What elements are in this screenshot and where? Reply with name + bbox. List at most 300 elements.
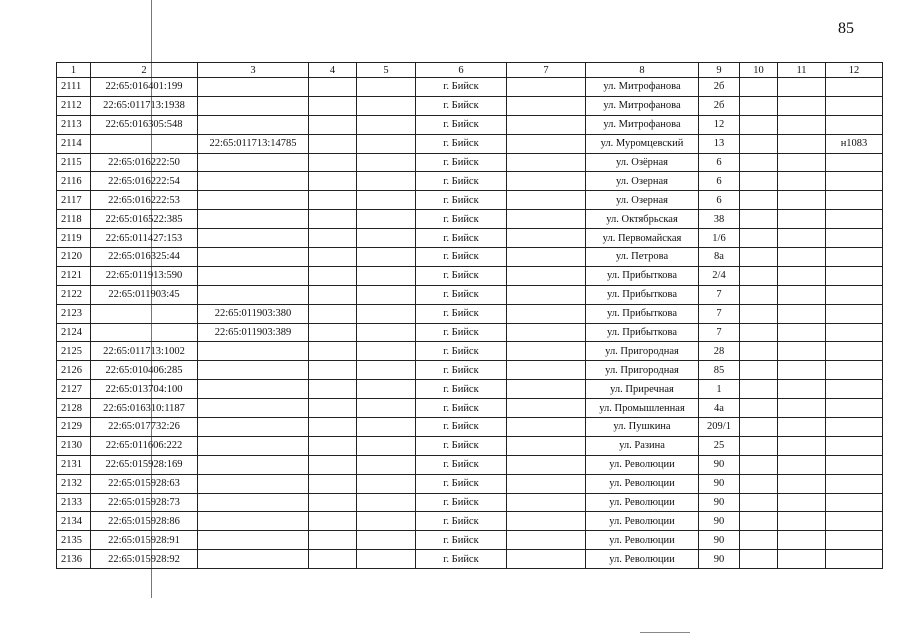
city-cell: г. Бийск: [416, 550, 507, 569]
extra-cell: [826, 248, 883, 267]
table-row: [57, 304, 883, 323]
extra-cell: [826, 399, 883, 418]
object-cadastral-number: [198, 436, 309, 455]
city-cell: г. Бийск: [416, 342, 507, 361]
cadastral-number: 22:65:016222:53: [91, 191, 198, 210]
extra-cell: [826, 78, 883, 97]
cadastral-number: 22:65:016222:50: [91, 153, 198, 172]
object-cadastral-number: [198, 531, 309, 550]
column-header: 9: [699, 63, 740, 78]
empty-cell: [507, 172, 586, 191]
empty-cell: [507, 361, 586, 380]
column-header: 2: [91, 63, 198, 78]
table-row: [57, 96, 883, 115]
house-number-cell: 6: [699, 191, 740, 210]
table-body: [57, 78, 883, 569]
empty-cell: [357, 191, 416, 210]
house-number-cell: 90: [699, 474, 740, 493]
street-cell: ул. Революции: [586, 512, 699, 531]
empty-cell: [740, 210, 778, 229]
house-number-cell: 4а: [699, 399, 740, 418]
table-row: [57, 436, 883, 455]
house-number-cell: 1/6: [699, 229, 740, 248]
city-cell: г. Бийск: [416, 323, 507, 342]
object-cadastral-number: [198, 191, 309, 210]
empty-cell: [357, 512, 416, 531]
house-number-cell: 90: [699, 531, 740, 550]
object-cadastral-number: [198, 248, 309, 267]
empty-cell: [357, 380, 416, 399]
empty-cell: [740, 455, 778, 474]
cadastral-number: 22:65:015928:73: [91, 493, 198, 512]
empty-cell: [309, 191, 357, 210]
house-number-cell: 13: [699, 134, 740, 153]
house-number-cell: 8а: [699, 248, 740, 267]
table-row: [57, 229, 883, 248]
column-header: 11: [778, 63, 826, 78]
house-number-cell: 85: [699, 361, 740, 380]
table-row: [57, 323, 883, 342]
empty-cell: [507, 134, 586, 153]
house-number-cell: 2б: [699, 78, 740, 97]
empty-cell: [740, 285, 778, 304]
table-row: [57, 78, 883, 97]
empty-cell: [778, 304, 826, 323]
row-number: 2122: [57, 285, 91, 304]
row-number: 2129: [57, 418, 91, 437]
extra-cell: [826, 512, 883, 531]
empty-cell: [357, 266, 416, 285]
empty-cell: [507, 266, 586, 285]
empty-cell: [357, 455, 416, 474]
empty-cell: [778, 96, 826, 115]
row-number: 2113: [57, 115, 91, 134]
empty-cell: [309, 380, 357, 399]
cadastral-number: 22:65:015928:63: [91, 474, 198, 493]
city-cell: г. Бийск: [416, 78, 507, 97]
object-cadastral-number: [198, 455, 309, 474]
column-header: 7: [507, 63, 586, 78]
empty-cell: [740, 248, 778, 267]
empty-cell: [778, 455, 826, 474]
extra-cell: [826, 361, 883, 380]
extra-cell: [826, 285, 883, 304]
extra-cell: [826, 172, 883, 191]
cadastral-number: 22:65:011903:45: [91, 285, 198, 304]
object-cadastral-number: [198, 115, 309, 134]
empty-cell: [357, 342, 416, 361]
row-number: 2112: [57, 96, 91, 115]
extra-cell: [826, 380, 883, 399]
column-header: 4: [309, 63, 357, 78]
row-number: 2126: [57, 361, 91, 380]
table-row: [57, 115, 883, 134]
object-cadastral-number: 22:65:011713:14785: [198, 134, 309, 153]
empty-cell: [507, 474, 586, 493]
street-cell: ул. Революции: [586, 474, 699, 493]
empty-cell: [309, 436, 357, 455]
house-number-cell: 2/4: [699, 266, 740, 285]
empty-cell: [357, 531, 416, 550]
city-cell: г. Бийск: [416, 285, 507, 304]
table-row: [57, 153, 883, 172]
footer-mark: [640, 632, 690, 633]
table-row: [57, 361, 883, 380]
street-cell: ул. Прибыткова: [586, 304, 699, 323]
extra-cell: [826, 474, 883, 493]
city-cell: г. Бийск: [416, 531, 507, 550]
city-cell: г. Бийск: [416, 248, 507, 267]
city-cell: г. Бийск: [416, 512, 507, 531]
row-number: 2124: [57, 323, 91, 342]
city-cell: г. Бийск: [416, 153, 507, 172]
street-cell: ул. Октябрьская: [586, 210, 699, 229]
extra-cell: [826, 342, 883, 361]
table-row: [57, 134, 883, 153]
empty-cell: [778, 436, 826, 455]
empty-cell: [507, 531, 586, 550]
empty-cell: [357, 474, 416, 493]
empty-cell: [357, 418, 416, 437]
city-cell: г. Бийск: [416, 96, 507, 115]
empty-cell: [507, 153, 586, 172]
street-cell: ул. Приречная: [586, 380, 699, 399]
empty-cell: [740, 436, 778, 455]
cadastral-number: 22:65:011427:153: [91, 229, 198, 248]
empty-cell: [507, 323, 586, 342]
row-number: 2111: [57, 78, 91, 97]
empty-cell: [507, 191, 586, 210]
row-number: 2114: [57, 134, 91, 153]
street-cell: ул. Пригородная: [586, 361, 699, 380]
empty-cell: [778, 323, 826, 342]
empty-cell: [357, 436, 416, 455]
extra-cell: [826, 191, 883, 210]
empty-cell: [778, 248, 826, 267]
empty-cell: [309, 229, 357, 248]
empty-cell: [778, 134, 826, 153]
empty-cell: [778, 210, 826, 229]
empty-cell: [740, 493, 778, 512]
cadastral-number: [91, 134, 198, 153]
empty-cell: [357, 550, 416, 569]
empty-cell: [507, 550, 586, 569]
city-cell: г. Бийск: [416, 266, 507, 285]
empty-cell: [357, 78, 416, 97]
empty-cell: [309, 134, 357, 153]
object-cadastral-number: [198, 399, 309, 418]
city-cell: г. Бийск: [416, 380, 507, 399]
empty-cell: [740, 380, 778, 399]
empty-cell: [778, 493, 826, 512]
empty-cell: [357, 493, 416, 512]
empty-cell: [740, 399, 778, 418]
object-cadastral-number: [198, 361, 309, 380]
empty-cell: [740, 474, 778, 493]
house-number-cell: 38: [699, 210, 740, 229]
empty-cell: [507, 96, 586, 115]
street-cell: ул. Революции: [586, 493, 699, 512]
house-number-cell: 90: [699, 455, 740, 474]
empty-cell: [507, 285, 586, 304]
house-number-cell: 6: [699, 153, 740, 172]
column-header: 3: [198, 63, 309, 78]
row-number: 2117: [57, 191, 91, 210]
registry-table: [56, 62, 883, 569]
cadastral-number: 22:65:011713:1002: [91, 342, 198, 361]
object-cadastral-number: [198, 512, 309, 531]
cadastral-number: [91, 304, 198, 323]
empty-cell: [357, 210, 416, 229]
empty-cell: [309, 418, 357, 437]
cadastral-number: 22:65:016222:54: [91, 172, 198, 191]
object-cadastral-number: [198, 418, 309, 437]
city-cell: г. Бийск: [416, 418, 507, 437]
extra-cell: [826, 323, 883, 342]
empty-cell: [309, 153, 357, 172]
empty-cell: [309, 342, 357, 361]
house-number-cell: 7: [699, 285, 740, 304]
empty-cell: [740, 115, 778, 134]
empty-cell: [740, 342, 778, 361]
house-number-cell: 90: [699, 493, 740, 512]
cadastral-number: 22:65:016305:548: [91, 115, 198, 134]
house-number-cell: 6: [699, 172, 740, 191]
page-number: 85: [838, 20, 854, 37]
empty-cell: [507, 115, 586, 134]
street-cell: ул. Пушкина: [586, 418, 699, 437]
object-cadastral-number: [198, 229, 309, 248]
table-row: [57, 172, 883, 191]
house-number-cell: 7: [699, 323, 740, 342]
empty-cell: [740, 512, 778, 531]
row-number: 2133: [57, 493, 91, 512]
empty-cell: [740, 191, 778, 210]
street-cell: ул. Прибыткова: [586, 285, 699, 304]
house-number-cell: 7: [699, 304, 740, 323]
empty-cell: [740, 266, 778, 285]
empty-cell: [309, 455, 357, 474]
empty-cell: [740, 153, 778, 172]
empty-cell: [357, 229, 416, 248]
extra-cell: [826, 266, 883, 285]
city-cell: г. Бийск: [416, 210, 507, 229]
empty-cell: [357, 248, 416, 267]
column-header: 5: [357, 63, 416, 78]
column-header: 10: [740, 63, 778, 78]
row-number: 2128: [57, 399, 91, 418]
city-cell: г. Бийск: [416, 134, 507, 153]
street-cell: ул. Революции: [586, 531, 699, 550]
empty-cell: [507, 78, 586, 97]
empty-cell: [507, 493, 586, 512]
cadastral-number: 22:65:011713:1938: [91, 96, 198, 115]
street-cell: ул. Митрофанова: [586, 78, 699, 97]
empty-cell: [309, 323, 357, 342]
empty-cell: [309, 512, 357, 531]
city-cell: г. Бийск: [416, 191, 507, 210]
cadastral-number: 22:65:015928:169: [91, 455, 198, 474]
city-cell: г. Бийск: [416, 399, 507, 418]
row-number: 2134: [57, 512, 91, 531]
extra-cell: н1083: [826, 134, 883, 153]
object-cadastral-number: [198, 342, 309, 361]
cadastral-number: 22:65:011913:590: [91, 266, 198, 285]
cadastral-number: 22:65:016401:199: [91, 78, 198, 97]
street-cell: ул. Разина: [586, 436, 699, 455]
empty-cell: [309, 78, 357, 97]
empty-cell: [740, 550, 778, 569]
row-number: 2125: [57, 342, 91, 361]
empty-cell: [309, 172, 357, 191]
street-cell: ул. Пригородная: [586, 342, 699, 361]
empty-cell: [778, 418, 826, 437]
extra-cell: [826, 210, 883, 229]
table-row: [57, 248, 883, 267]
empty-cell: [740, 323, 778, 342]
street-cell: ул. Петрова: [586, 248, 699, 267]
object-cadastral-number: [198, 474, 309, 493]
row-number: 2131: [57, 455, 91, 474]
empty-cell: [778, 474, 826, 493]
empty-cell: [357, 134, 416, 153]
empty-cell: [357, 285, 416, 304]
street-cell: ул. Революции: [586, 550, 699, 569]
extra-cell: [826, 493, 883, 512]
empty-cell: [740, 78, 778, 97]
empty-cell: [740, 134, 778, 153]
column-header: 8: [586, 63, 699, 78]
row-number: 2123: [57, 304, 91, 323]
empty-cell: [778, 191, 826, 210]
row-number: 2136: [57, 550, 91, 569]
extra-cell: [826, 550, 883, 569]
extra-cell: [826, 455, 883, 474]
cadastral-number: 22:65:016522:385: [91, 210, 198, 229]
empty-cell: [778, 285, 826, 304]
street-cell: ул. Первомайская: [586, 229, 699, 248]
empty-cell: [309, 285, 357, 304]
row-number: 2119: [57, 229, 91, 248]
row-number: 2130: [57, 436, 91, 455]
empty-cell: [740, 531, 778, 550]
house-number-cell: 209/1: [699, 418, 740, 437]
empty-cell: [507, 342, 586, 361]
empty-cell: [778, 266, 826, 285]
empty-cell: [357, 96, 416, 115]
row-number: 2127: [57, 380, 91, 399]
street-cell: ул. Прибыткова: [586, 266, 699, 285]
object-cadastral-number: [198, 285, 309, 304]
empty-cell: [309, 550, 357, 569]
empty-cell: [778, 380, 826, 399]
city-cell: г. Бийск: [416, 172, 507, 191]
empty-cell: [740, 172, 778, 191]
house-number-cell: 90: [699, 512, 740, 531]
cadastral-number: 22:65:016310:1187: [91, 399, 198, 418]
empty-cell: [778, 399, 826, 418]
extra-cell: [826, 229, 883, 248]
street-cell: ул. Муромцевский: [586, 134, 699, 153]
table-row: [57, 418, 883, 437]
empty-cell: [309, 531, 357, 550]
object-cadastral-number: 22:65:011903:389: [198, 323, 309, 342]
column-header: 1: [57, 63, 91, 78]
empty-cell: [507, 304, 586, 323]
empty-cell: [357, 361, 416, 380]
street-cell: ул. Промышленная: [586, 399, 699, 418]
house-number-cell: 28: [699, 342, 740, 361]
empty-cell: [309, 399, 357, 418]
empty-cell: [507, 248, 586, 267]
extra-cell: [826, 96, 883, 115]
extra-cell: [826, 418, 883, 437]
empty-cell: [357, 323, 416, 342]
empty-cell: [357, 304, 416, 323]
table-row: [57, 380, 883, 399]
extra-cell: [826, 531, 883, 550]
empty-cell: [778, 361, 826, 380]
street-cell: ул. Озерная: [586, 172, 699, 191]
city-cell: г. Бийск: [416, 361, 507, 380]
object-cadastral-number: 22:65:011903:380: [198, 304, 309, 323]
table-row: [57, 210, 883, 229]
extra-cell: [826, 153, 883, 172]
table-row: [57, 399, 883, 418]
empty-cell: [507, 418, 586, 437]
extra-cell: [826, 115, 883, 134]
table-row: [57, 474, 883, 493]
empty-cell: [309, 248, 357, 267]
empty-cell: [357, 172, 416, 191]
table-row: [57, 550, 883, 569]
city-cell: г. Бийск: [416, 493, 507, 512]
row-number: 2120: [57, 248, 91, 267]
extra-cell: [826, 304, 883, 323]
object-cadastral-number: [198, 550, 309, 569]
empty-cell: [357, 115, 416, 134]
table-row: [57, 493, 883, 512]
house-number-cell: 90: [699, 550, 740, 569]
empty-cell: [507, 436, 586, 455]
empty-cell: [740, 361, 778, 380]
house-number-cell: 12: [699, 115, 740, 134]
city-cell: г. Бийск: [416, 474, 507, 493]
empty-cell: [309, 474, 357, 493]
empty-cell: [507, 455, 586, 474]
cadastral-number: 22:65:013704:100: [91, 380, 198, 399]
house-number-cell: 25: [699, 436, 740, 455]
empty-cell: [778, 153, 826, 172]
empty-cell: [309, 96, 357, 115]
empty-cell: [309, 304, 357, 323]
table-row: [57, 531, 883, 550]
object-cadastral-number: [198, 380, 309, 399]
city-cell: г. Бийск: [416, 436, 507, 455]
object-cadastral-number: [198, 78, 309, 97]
cadastral-number: 22:65:016325:44: [91, 248, 198, 267]
table-row: [57, 455, 883, 474]
city-cell: г. Бийск: [416, 115, 507, 134]
cadastral-number: 22:65:015928:86: [91, 512, 198, 531]
table-row: [57, 191, 883, 210]
object-cadastral-number: [198, 493, 309, 512]
empty-cell: [740, 304, 778, 323]
column-header: 12: [826, 63, 883, 78]
object-cadastral-number: [198, 153, 309, 172]
street-cell: ул. Прибыткова: [586, 323, 699, 342]
empty-cell: [778, 229, 826, 248]
